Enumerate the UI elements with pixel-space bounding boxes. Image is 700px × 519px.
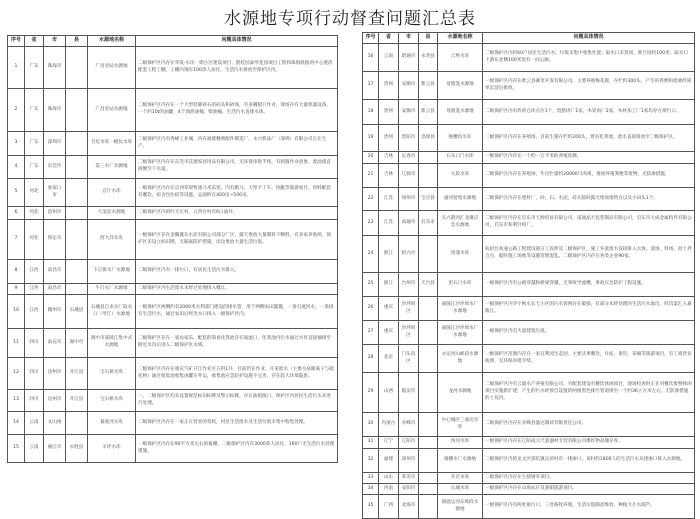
row-water-source: 下正街水厂水源地 <box>88 260 136 284</box>
table-row <box>363 297 695 321</box>
row-province: 广东 <box>25 47 44 89</box>
row-county: 永胜县 <box>66 435 88 463</box>
table-row <box>8 358 338 390</box>
row-number: 18 <box>363 100 379 125</box>
row-city: 昭通市 <box>399 44 419 72</box>
table-row <box>363 211 695 236</box>
table-row <box>8 220 338 260</box>
row-number: 17 <box>363 72 379 100</box>
table-row <box>363 236 695 273</box>
row-county <box>66 47 88 89</box>
row-water-source: 大段水库 <box>438 164 483 188</box>
row-issue-detail: 二级保护区内存在东莞市沃德家居用品有限公司，无环保审批手续，有损毁作业迹象，废油漆直接倒至下水道。 <box>136 156 338 179</box>
row-county <box>66 284 88 295</box>
row-issue-detail: 杭绍台高速公路工程建设部分工段涉及二级保护区，施工弃洗废水直接排入水体，渣场，料场，沥土拌合点，临时施工场地等设施管理混乱。二级保护区内存在各类企业90家。 <box>483 236 695 273</box>
table-row <box>8 156 338 179</box>
row-water-source: 母猪笼水源地 <box>438 72 483 100</box>
row-water-source: 岳城水库 <box>438 484 483 495</box>
row-county <box>419 495 438 519</box>
row-number: 22 <box>363 188 379 211</box>
row-city: 赤峰市 <box>399 413 419 437</box>
row-province: 山东 <box>379 473 399 484</box>
row-province: 江苏 <box>379 211 399 236</box>
row-issue-detail: 二级保护区内存在养殖场，年出栏量约20000只肉鸡，堆放养殖粪便等废物，无防渗措施。 <box>483 164 695 188</box>
table-row <box>8 295 338 329</box>
table-row <box>363 373 695 413</box>
row-number: 12 <box>8 358 25 390</box>
row-water-source: 汤浦水库 <box>438 236 483 273</box>
row-water-source: 暮底河水库 <box>88 412 136 435</box>
row-number: 25 <box>363 273 379 297</box>
row-issue-detail: 一级保护区范围内存在一家宜利园生态园，主要从事餐饮，住宿，垂钓，采摘等旅游项目，有工商营业执照，无环保审批手续。 <box>483 345 695 373</box>
row-number: 27 <box>363 321 379 345</box>
col-header-issue: 问题具体情况 <box>483 33 695 44</box>
row-county: 永善县 <box>419 44 438 72</box>
row-issue-detail: 二级保护区内约60户居民生活污水，垃圾未集中收集处置；取水口未封闭，距厅园约100米；取水口上游东北侧100米处有一间公厕。 <box>483 44 695 72</box>
row-number: 5 <box>8 179 25 207</box>
row-number: 1 <box>8 47 25 89</box>
row-issue-detail: 一级保护区内存在一个约一万平米的养殖鱼塘。 <box>483 152 695 164</box>
table-row <box>8 132 338 156</box>
table-row <box>8 435 338 463</box>
issues-table-right <box>362 32 695 519</box>
row-city: 南昌市 <box>44 284 66 295</box>
row-water-source: 西大洋水库 <box>88 220 136 260</box>
row-water-source: 云界水库 <box>438 44 483 72</box>
row-province: 贵州 <box>379 72 399 100</box>
col-header-source: 水源地名称 <box>438 33 483 44</box>
col-header-province: 省 <box>379 33 399 44</box>
row-number: 11 <box>8 329 25 358</box>
row-issue-detail: 二级保护区内存在华发·水岸一期小区建设项目，鹊桂园泰琴花园项目工程和珠海跌路湾中心港湾配套工程工棚，工棚内现有100余人居住，生活污水排放至保护区内。 <box>136 47 338 89</box>
table-row <box>363 100 695 125</box>
row-number: 30 <box>363 413 379 437</box>
row-issue-detail: 二级保护区内存在赤峰县盛达制砖有限责任公司。 <box>483 413 695 437</box>
row-province: 重庆 <box>379 321 399 345</box>
row-city: 沙坪坝区 <box>399 297 419 321</box>
row-issue-detail: 二级保护区存在一家农家乐，配套的简易化粪池存在溢流口，化粪池内污水通过水泵直接抽排至附近水沟后进入二级保护区水域。 <box>136 329 338 358</box>
row-issue-detail: 二级保护区内的叶辛庄村、五四台村有6口油井。 <box>136 207 338 220</box>
row-number: 3 <box>8 132 25 156</box>
row-province: 广东 <box>25 132 44 156</box>
col-header-source: 水源地名称 <box>88 36 136 47</box>
row-number: 29 <box>363 373 379 413</box>
row-issue-detail: 二级保护区内有云盛水产养殖有限公司，另配套建设有餐饮休闲项目，现场检查时正在对餐饮废物休闲项目实施新扩建，产生的污水经预自设置的两根黑色排污管道排至一个约36立方米左右，无防渗措施的土坑内。 <box>483 373 695 413</box>
row-province: 江苏 <box>379 188 399 211</box>
row-city: 漳州市 <box>399 449 419 473</box>
row-county <box>419 321 438 345</box>
row-county <box>419 373 438 413</box>
row-county: 天台县 <box>419 273 438 297</box>
row-city: 南通市 <box>399 211 419 236</box>
row-water-source: 宝石桥水库 <box>88 390 136 412</box>
row-number: 26 <box>363 297 379 321</box>
row-water-source: 大浪淀水源地 <box>88 207 136 220</box>
row-water-source: 潼河留集水源地 <box>438 188 483 211</box>
row-issue-detail: 一、二级保护区均未设置规范标识标牌及警示标牌，存在油船渡口，保护区内居民生活污水未进行处理。 <box>136 390 338 412</box>
row-city: 台州市 <box>399 273 419 297</box>
row-county <box>419 164 438 188</box>
row-county <box>419 484 438 495</box>
row-province: 内蒙古 <box>379 413 399 437</box>
col-header-no: 序号 <box>363 33 379 44</box>
table-row <box>8 412 338 435</box>
table-row <box>363 152 695 164</box>
row-number: 9 <box>8 284 25 295</box>
row-city: 安阳市 <box>399 484 419 495</box>
row-city: 深圳市 <box>44 132 66 156</box>
row-water-source: 乔店水库 <box>438 473 483 484</box>
row-issue-detail: 二级保护区内存在一家正在营业的驾校，村民生活废水及生活垃圾未集中收集处理。 <box>136 412 338 435</box>
row-province: 北京 <box>379 345 399 373</box>
row-water-source: 牛行水厂水源地 <box>88 284 136 295</box>
row-issue-detail: 一级保护区内有两处排污口，三处畜牧养殖，生活垃圾随意堆放，种植大片水葫芦。 <box>483 495 695 519</box>
row-city: 珠海市 <box>44 89 66 132</box>
row-province: 浙江 <box>379 273 399 297</box>
table-row <box>363 321 695 345</box>
row-province: 四川 <box>25 358 44 390</box>
table-row <box>8 89 338 132</box>
row-number: 19 <box>363 125 379 152</box>
row-water-source: 嘉陵江沙坪坝水厂水源地 <box>438 297 483 321</box>
row-number: 15 <box>8 435 25 463</box>
row-city: 丽江市 <box>44 435 66 463</box>
row-issue-detail: 一级保护区内华宇秋水长天小区的污水管网存在破损，有部分未经处理的生活污水溢出，经沟渠汇入嘉陵江。 <box>483 297 695 321</box>
table-row <box>8 179 338 207</box>
row-county <box>419 449 438 473</box>
table-row <box>363 413 695 437</box>
row-water-source: 头兴港河汇龙镇应急水源地 <box>438 211 483 236</box>
row-city: 辽源市 <box>399 164 419 188</box>
row-province: 福建 <box>379 449 399 473</box>
row-county: 启东市 <box>419 211 438 236</box>
row-city: 安顺市 <box>399 72 419 100</box>
row-issue-detail: 二级保护区内存在启东市天源贸易有限公司，南通晶天包装制品有限公司，启东市大成金属构件有限公司，启东市和利针织厂。 <box>483 211 695 236</box>
row-county <box>419 413 438 437</box>
row-issue-detail: 一级保护区内存在山海农庄及游船旅游项目。 <box>483 484 695 495</box>
row-city: 东莞市 <box>44 156 66 179</box>
table-row <box>363 449 695 473</box>
row-province: 四川 <box>25 390 44 412</box>
row-issue-detail: 二级保护区内有秀峰工业城，内有福群精密配件制造厂，永兴机品厂（深圳）有限公司正在生产。 <box>136 132 338 156</box>
row-number: 8 <box>8 260 25 284</box>
row-issue-detail: 二级保护区内有炸药仓库点位1个，烧猪肉厂1家，木炭肉厂2家，木材加工厂1家均存在排污口。 <box>483 100 695 125</box>
col-header-issue: 问题具体情况 <box>136 36 338 47</box>
row-number: 28 <box>363 345 379 373</box>
row-county: 息烽县 <box>419 125 438 152</box>
page-title: 水源地专项行动督查问题汇总表 <box>224 9 476 29</box>
row-county <box>419 473 438 484</box>
row-water-source: 中心城区三座店水库 <box>438 413 483 437</box>
row-province: 河北 <box>25 179 44 207</box>
row-number: 23 <box>363 211 379 236</box>
row-province: 广东 <box>25 89 44 132</box>
row-province: 浙江 <box>379 236 399 273</box>
row-province: 云南 <box>25 412 44 435</box>
row-county <box>419 152 438 164</box>
row-county <box>66 412 88 435</box>
row-county: 紫云县 <box>419 100 438 125</box>
row-county <box>66 132 88 156</box>
row-province: 河南 <box>379 484 399 495</box>
row-number: 14 <box>8 412 25 435</box>
col-header-county: 县 <box>66 36 88 47</box>
row-issue-detail: 一级保护区存在金隅冀东水泥有限公司部分厂区，露天堆放大量制料下颗料，有多家养殖场，保护区未设立标识牌，无隔离防护措施，岸边堆放大量生活垃圾。 <box>136 220 338 260</box>
row-number: 4 <box>8 156 25 179</box>
row-water-source: 嘉陵江沙坪坝水厂水源地 <box>438 321 483 345</box>
table-row <box>363 345 695 373</box>
row-water-source: 里石门水库 <box>438 273 483 297</box>
table-header-row <box>8 36 338 47</box>
row-city: 文山州 <box>44 412 66 435</box>
row-issue-detail: 二级保护区内存在生猪屠宰项目。 <box>483 473 695 484</box>
table-row <box>8 260 338 284</box>
row-issue-detail: 一级保护区内存在京西草原牧旅马术乐苑，内有跑马，大型卡丁车，快艇等旅游项目，饲料配套有餐饮，宿舍包住宿等设施，总面积在400亩~500亩。 <box>136 179 338 207</box>
col-header-county: 县 <box>419 33 438 44</box>
row-county <box>419 437 438 449</box>
table-header-row <box>363 33 695 44</box>
col-header-city: 市 <box>399 33 419 44</box>
row-city: 贵阳市 <box>399 125 419 152</box>
row-province: 四川 <box>25 329 44 358</box>
row-county: 宝应县 <box>419 188 438 211</box>
row-county <box>66 89 88 132</box>
table-row <box>8 207 338 220</box>
table-row <box>8 284 338 295</box>
row-issue-detail: 一级保护区内存在辽阳成元尺瓷器材专营有限公司爆炸物品储存库。 <box>483 437 695 449</box>
row-province: 广西 <box>379 495 399 519</box>
row-number: 35 <box>363 495 379 519</box>
col-header-city: 市 <box>44 36 66 47</box>
row-county: 开江县 <box>66 390 88 412</box>
table-row <box>363 473 695 484</box>
table-row <box>363 125 695 152</box>
row-issue-detail: 一级保护区内有大量建筑垃圾。 <box>483 321 695 345</box>
table-row <box>8 329 338 358</box>
row-number: 6 <box>8 207 25 220</box>
row-county: 石城县 <box>66 295 88 329</box>
row-issue-detail: 二级保护区内存在建材厂，砂、石、水泥、砖瓦临时露天堆放销售点以及小码头1个。 <box>483 188 695 211</box>
row-city: 张家口市 <box>44 179 66 207</box>
table-row <box>363 495 695 519</box>
row-city: 门头沟区 <box>399 345 419 373</box>
row-issue-detail: 一级保护区内存在90平方米左右的畜棚，二级保护区内有3000余人居住，160户无生活污水处理措施。 <box>136 435 338 463</box>
row-water-source: 宝石桥水库 <box>88 358 136 390</box>
row-province: 江西 <box>25 284 44 295</box>
row-province: 贵州 <box>379 100 399 125</box>
row-county <box>419 345 438 373</box>
row-water-source: 广昌泵站水源地 <box>88 89 136 132</box>
row-number: 24 <box>363 236 379 273</box>
row-city: 安顺市 <box>399 100 419 125</box>
row-number: 13 <box>8 390 25 412</box>
row-number: 33 <box>363 473 379 484</box>
row-water-source: 石城县自来水厂取水口（琴江）水源地 <box>88 295 136 329</box>
row-water-source: 广昌泵站水源地 <box>88 47 136 89</box>
row-issue-detail: 二级保护区内存在重庆气矿开江作业区五科1井，目前仍在作业。开采废水（主要为泉眼离子与硫化物）通过收集池收集由罐车外运，收集池应急防护设施不完善，存在较大环境隐患。 <box>136 358 338 390</box>
row-number: 16 <box>363 44 379 72</box>
row-city: 南充市 <box>44 329 66 358</box>
row-province: 云南 <box>379 44 399 72</box>
row-county <box>66 260 88 284</box>
row-city: 珠海市 <box>44 47 66 89</box>
table-row <box>8 47 338 89</box>
row-water-source: 汤河水库 <box>438 437 483 449</box>
row-number: 2 <box>8 89 25 132</box>
row-number: 21 <box>363 164 379 188</box>
row-province: 贵州 <box>379 125 399 152</box>
row-city: 赣州市 <box>44 295 66 329</box>
row-city: 沧州市 <box>44 207 66 220</box>
row-city: 莱芜市 <box>399 473 419 484</box>
row-county: 阆中市 <box>66 329 88 358</box>
row-water-source: 龙河水源地 <box>438 373 483 413</box>
row-county <box>66 220 88 260</box>
row-city: 扬州市 <box>399 188 419 211</box>
row-water-source: 母猪笼水源地 <box>438 100 483 125</box>
table-row <box>363 72 695 100</box>
row-province: 吉林 <box>379 152 399 164</box>
row-city: 沙坪坝区 <box>399 321 419 345</box>
row-county <box>419 236 438 273</box>
row-county: 开江县 <box>66 358 88 390</box>
row-water-source: 官厅水库 <box>88 179 136 207</box>
row-issue-detail: 一级保护区内有公路穿越和桥梁穿越，无事故导流槽，事故应急防护工程设施。 <box>483 273 695 297</box>
row-province: 河北 <box>25 220 44 260</box>
row-city: 保定市 <box>44 220 66 260</box>
table-row <box>363 164 695 188</box>
row-number: 32 <box>363 449 379 473</box>
row-city: 临汾市 <box>399 373 419 413</box>
row-county <box>66 207 88 220</box>
row-water-source: 羊坪水库 <box>88 435 136 463</box>
row-number: 20 <box>363 152 379 164</box>
table-row <box>363 273 695 297</box>
row-county <box>66 179 88 207</box>
row-province: 重庆 <box>379 297 399 321</box>
table-row <box>363 44 695 72</box>
row-water-source: 阆中市嘉陵江集中式水源地 <box>88 329 136 358</box>
issues-table-left <box>7 35 338 463</box>
table-row <box>363 188 695 211</box>
row-province: 云南 <box>25 435 44 463</box>
row-water-source: 洞庭运河东岭段水源地 <box>438 495 483 519</box>
table-row <box>8 390 338 412</box>
row-water-source: 永定河山峡段水源地 <box>438 345 483 373</box>
row-city: 南昌市 <box>44 260 66 284</box>
row-issue-detail: 一级保护区两侧约有2000米水利部门建设的排水管，用于两侧农田灌溉，一条引流河水，一条排有生活污水，通过农田后经出水口排入一级保护区内。 <box>136 295 338 329</box>
row-issue-detail: 二级保护区内存在养殖场，目前生猪存栏约200头，建有化粪池，废水直接排放至二级保护区。 <box>483 125 695 152</box>
col-header-province: 省 <box>25 36 44 47</box>
row-water-source: 端棚水厂水源地 <box>438 449 483 473</box>
row-issue-detail: 二级保护区内有一排污口，有居民生活污水排入。 <box>136 260 338 284</box>
row-number: 31 <box>363 437 379 449</box>
row-issue-detail: 二级保护区内的龙文区郭坑镇岳滨村有一排渗口，该村约1800人的生活污水从排渗口排入水源地。 <box>483 449 695 473</box>
row-province: 广东 <box>25 156 44 179</box>
row-issue-detail: 二级保护区内生活废水未经过处理排入赣江。 <box>136 284 338 295</box>
table-row <box>363 437 695 449</box>
table-row <box>363 484 695 495</box>
row-city: 北海市 <box>399 495 419 519</box>
row-province: 江西 <box>25 260 44 284</box>
row-number: 34 <box>363 484 379 495</box>
row-province: 河北 <box>25 207 44 220</box>
row-number: 10 <box>8 295 25 329</box>
row-province: 山西 <box>379 373 399 413</box>
row-city: 达州市 <box>44 358 66 390</box>
row-province: 辽宁 <box>379 437 399 449</box>
row-province: 吉林 <box>379 164 399 188</box>
col-header-no: 序号 <box>8 36 25 47</box>
row-water-source: 第三水厂水源地 <box>88 156 136 179</box>
row-water-source: 石头口门水库 <box>438 152 483 164</box>
table-body-right <box>363 44 695 519</box>
row-water-source: 甘坑水库一级抗水库 <box>88 132 136 156</box>
row-city: 绍兴市 <box>399 236 419 273</box>
row-issue-detail: 一级保护区内存在紫云县赛金开发有限公司，主要养殖梅花鹿，存栏约300头，产生的粪便和废液经简单沉淀后排放。 <box>483 72 695 100</box>
row-county <box>419 297 438 321</box>
row-water-source: 枧槽沟水库 <box>438 125 483 152</box>
row-county <box>66 156 88 179</box>
row-city: 辽阳市 <box>399 437 419 449</box>
row-city: 达州市 <box>44 390 66 412</box>
row-number: 7 <box>8 220 25 260</box>
row-city: 长春市 <box>399 152 419 164</box>
row-county: 紫云县 <box>419 72 438 100</box>
table-body-left <box>8 47 338 463</box>
row-issue-detail: 二级保护区内存在一个大型装卸砂石的码头和砂场，有多艘船只作业，现场存有大量机器设备，一个约10t的油罐，4个润滑油桶，柴油桶，生活污水直排水体。 <box>136 89 338 132</box>
row-province: 江西 <box>25 295 44 329</box>
